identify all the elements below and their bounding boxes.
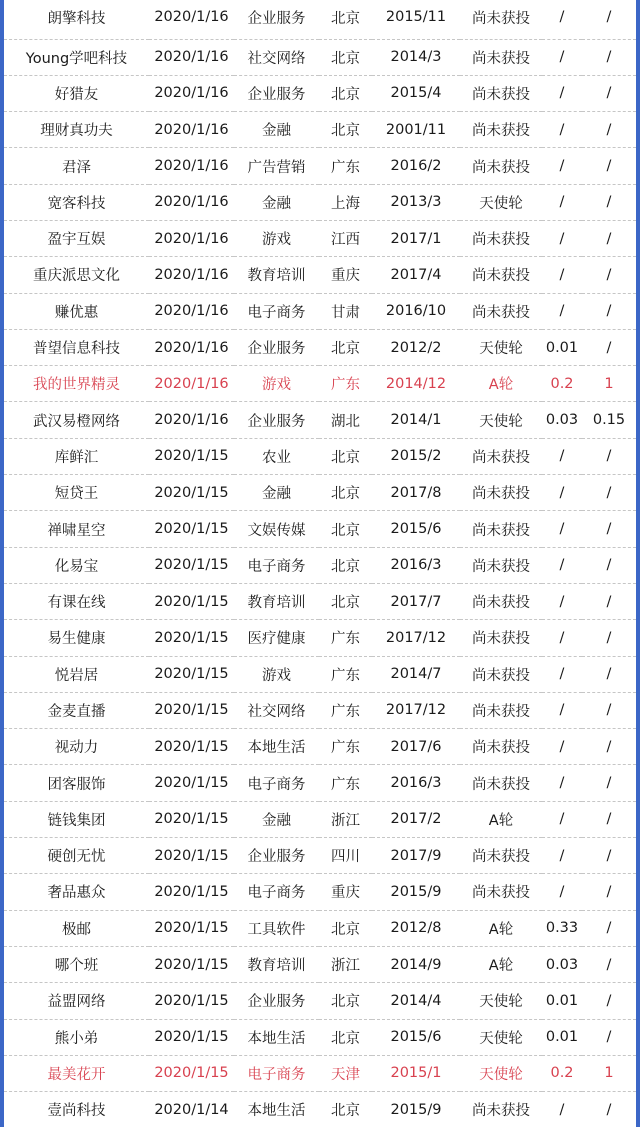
cell-industry: 企业服务 bbox=[247, 849, 306, 866]
cell-record-date: 2020/1/15 bbox=[154, 702, 229, 719]
cell-funding-round: 尚未获投 bbox=[472, 304, 530, 321]
cell-founded: 2016/3 bbox=[390, 775, 442, 792]
cell-valuation: / bbox=[606, 339, 612, 356]
cell-funding-round: 尚未获投 bbox=[472, 123, 530, 140]
cell-industry: 电子商务 bbox=[247, 558, 306, 575]
cell-valuation: / bbox=[606, 593, 612, 610]
cell-record-date: 2020/1/15 bbox=[154, 484, 229, 501]
cell-valuation: 0.15 bbox=[592, 412, 626, 429]
cell-funding-round: 尚未获投 bbox=[472, 667, 530, 684]
cell-funding-round: 尚未获投 bbox=[472, 486, 530, 503]
cell-company-name: 好猎友 bbox=[54, 86, 99, 103]
cell-amount: / bbox=[559, 85, 565, 102]
cell-founded: 2014/9 bbox=[390, 956, 442, 973]
cell-region: 浙江 bbox=[331, 812, 360, 829]
cell-record-date: 2020/1/16 bbox=[154, 266, 229, 283]
cell-funding-round: 天使轮 bbox=[479, 994, 523, 1011]
cell-industry: 教育培训 bbox=[247, 595, 306, 612]
cell-founded: 2001/11 bbox=[385, 121, 447, 138]
cell-valuation: / bbox=[606, 448, 612, 465]
cell-amount: / bbox=[559, 738, 565, 755]
cell-funding-round: 尚未获投 bbox=[472, 232, 530, 249]
cell-amount: / bbox=[559, 629, 565, 646]
cell-company-name: 有课在线 bbox=[47, 595, 106, 612]
cell-company-name: 君泽 bbox=[62, 159, 91, 176]
cell-record-date: 2020/1/16 bbox=[154, 303, 229, 320]
table-row bbox=[4, 75, 636, 111]
cell-founded: 2016/2 bbox=[390, 158, 442, 175]
cell-valuation: / bbox=[606, 956, 612, 973]
cell-funding-round: 天使轮 bbox=[479, 1066, 523, 1083]
cell-valuation: / bbox=[606, 194, 612, 211]
cell-industry: 电子商务 bbox=[247, 1066, 306, 1083]
cell-founded: 2016/10 bbox=[385, 303, 447, 320]
cell-industry: 金融 bbox=[262, 812, 291, 829]
cell-region: 广东 bbox=[331, 740, 360, 757]
cell-industry: 企业服务 bbox=[247, 341, 306, 358]
cell-record-date: 2020/1/15 bbox=[154, 448, 229, 465]
cell-region: 北京 bbox=[331, 921, 360, 938]
cell-amount: 0.01 bbox=[545, 992, 579, 1009]
table-row bbox=[4, 656, 636, 692]
cell-region: 北京 bbox=[331, 86, 360, 103]
cell-founded: 2014/12 bbox=[385, 375, 447, 392]
cell-valuation: / bbox=[606, 49, 612, 66]
cell-amount: 0.33 bbox=[545, 920, 579, 937]
cell-record-date: 2020/1/15 bbox=[154, 1029, 229, 1046]
cell-company-name: 朗擎科技 bbox=[47, 10, 106, 27]
cell-industry: 企业服务 bbox=[247, 86, 306, 103]
cell-funding-round: 尚未获投 bbox=[472, 1103, 530, 1120]
cell-industry: 金融 bbox=[262, 195, 291, 212]
cell-company-name: Young学吧科技 bbox=[25, 50, 128, 67]
table-row bbox=[4, 692, 636, 728]
cell-industry: 本地生活 bbox=[247, 1103, 306, 1120]
cell-funding-round: 尚未获投 bbox=[472, 50, 530, 67]
table-row bbox=[4, 1092, 636, 1127]
cell-founded: 2015/2 bbox=[390, 448, 442, 465]
cell-founded: 2017/2 bbox=[390, 811, 442, 828]
cell-industry: 教育培训 bbox=[247, 268, 306, 285]
cell-funding-round: A轮 bbox=[488, 958, 514, 975]
cell-industry: 游戏 bbox=[262, 377, 291, 394]
cell-record-date: 2020/1/15 bbox=[154, 811, 229, 828]
cell-record-date: 2020/1/16 bbox=[154, 412, 229, 429]
table-row bbox=[4, 983, 636, 1019]
cell-company-name: 益盟网络 bbox=[47, 994, 106, 1011]
cell-company-name: 视动力 bbox=[54, 740, 99, 757]
cell-amount: / bbox=[559, 303, 565, 320]
cell-valuation: / bbox=[606, 775, 612, 792]
cell-region: 浙江 bbox=[331, 958, 360, 975]
table-body bbox=[4, 0, 636, 1127]
cell-record-date: 2020/1/15 bbox=[154, 847, 229, 864]
cell-amount: 0.03 bbox=[545, 956, 579, 973]
cell-founded: 2012/2 bbox=[390, 339, 442, 356]
cell-industry: 广告营销 bbox=[247, 159, 306, 176]
cell-region: 广东 bbox=[331, 776, 360, 793]
cell-record-date: 2020/1/16 bbox=[154, 339, 229, 356]
cell-founded: 2017/1 bbox=[390, 230, 442, 247]
cell-industry: 农业 bbox=[262, 449, 291, 466]
cell-founded: 2015/1 bbox=[390, 1065, 442, 1082]
cell-record-date: 2020/1/15 bbox=[154, 738, 229, 755]
cell-funding-round: 尚未获投 bbox=[472, 595, 530, 612]
cell-record-date: 2020/1/16 bbox=[154, 9, 229, 26]
cell-region: 北京 bbox=[331, 486, 360, 503]
cell-industry: 教育培训 bbox=[247, 958, 306, 975]
cell-valuation: / bbox=[606, 521, 612, 537]
cell-valuation: / bbox=[606, 883, 612, 900]
cell-region: 北京 bbox=[331, 449, 360, 466]
cell-valuation: 1 bbox=[604, 375, 614, 392]
cell-amount: / bbox=[559, 194, 565, 211]
table-row bbox=[4, 184, 636, 220]
cell-industry: 游戏 bbox=[262, 232, 291, 249]
cell-record-date: 2020/1/15 bbox=[154, 920, 229, 937]
cell-company-name: 我的世界精灵 bbox=[33, 377, 120, 394]
cell-funding-round: 尚未获投 bbox=[472, 740, 530, 757]
cell-amount: / bbox=[559, 702, 565, 719]
cell-amount: 0.2 bbox=[550, 1065, 574, 1082]
cell-valuation: / bbox=[606, 738, 612, 755]
cell-record-date: 2020/1/15 bbox=[154, 593, 229, 610]
cell-funding-round: 尚未获投 bbox=[472, 849, 530, 866]
cell-record-date: 2020/1/15 bbox=[154, 666, 229, 683]
cell-region: 广东 bbox=[331, 377, 360, 394]
cell-company-name: 硬创无忧 bbox=[47, 849, 106, 866]
cell-company-name: 最美花开 bbox=[47, 1066, 106, 1083]
cell-company-name: 链钱集团 bbox=[47, 812, 106, 829]
cell-region: 上海 bbox=[331, 195, 360, 212]
cell-industry: 本地生活 bbox=[247, 740, 306, 757]
cell-company-name: 奢品惠众 bbox=[47, 885, 106, 902]
cell-funding-round: 尚未获投 bbox=[472, 10, 530, 27]
cell-funding-round: 尚未获投 bbox=[472, 776, 530, 793]
cell-company-name: 库鲜汇 bbox=[54, 449, 99, 466]
cell-industry: 企业服务 bbox=[247, 413, 306, 430]
cell-funding-round: 尚未获投 bbox=[472, 159, 530, 176]
cell-company-name: 禅啸星空 bbox=[47, 522, 106, 539]
cell-region: 天津 bbox=[331, 1066, 360, 1083]
cell-company-name: 武汉易橙网络 bbox=[33, 413, 120, 430]
cell-founded: 2016/3 bbox=[390, 557, 442, 574]
cell-founded: 2017/12 bbox=[385, 702, 447, 719]
cell-record-date: 2020/1/15 bbox=[154, 775, 229, 792]
table-row bbox=[4, 366, 636, 402]
cell-valuation: / bbox=[606, 9, 612, 26]
cell-valuation: / bbox=[606, 1101, 612, 1118]
cell-record-date: 2020/1/16 bbox=[154, 194, 229, 211]
table-row bbox=[4, 838, 636, 874]
cell-amount: / bbox=[559, 230, 565, 247]
cell-founded: 2014/3 bbox=[390, 49, 442, 66]
cell-funding-round: 尚未获投 bbox=[472, 522, 530, 539]
cell-valuation: / bbox=[606, 158, 612, 175]
cell-funding-round: 天使轮 bbox=[479, 1030, 523, 1047]
cell-industry: 金融 bbox=[262, 486, 291, 503]
cell-industry: 本地生活 bbox=[247, 1030, 306, 1047]
cell-region: 江西 bbox=[331, 232, 360, 249]
cell-record-date: 2020/1/14 bbox=[154, 1101, 229, 1118]
cell-company-name: 金麦直播 bbox=[47, 703, 106, 720]
table-row bbox=[4, 39, 636, 75]
cell-amount: / bbox=[559, 775, 565, 792]
cell-region: 北京 bbox=[331, 123, 360, 140]
cell-industry: 社交网络 bbox=[247, 703, 306, 720]
cell-founded: 2014/1 bbox=[390, 412, 442, 429]
cell-valuation: / bbox=[606, 484, 612, 501]
cell-valuation: / bbox=[606, 266, 612, 283]
cell-company-name: 易生健康 bbox=[47, 631, 106, 648]
cell-region: 北京 bbox=[331, 1030, 360, 1047]
cell-funding-round: 天使轮 bbox=[479, 195, 523, 212]
cell-funding-round: 天使轮 bbox=[479, 341, 523, 358]
cell-funding-round: A轮 bbox=[488, 812, 514, 829]
table-row bbox=[4, 874, 636, 910]
cell-valuation: / bbox=[606, 992, 612, 1009]
cell-record-date: 2020/1/16 bbox=[154, 230, 229, 247]
cell-company-name: 普望信息科技 bbox=[33, 341, 120, 358]
cell-company-name: 赚优惠 bbox=[54, 304, 99, 321]
cell-company-name: 悦岩居 bbox=[54, 667, 99, 684]
cell-region: 北京 bbox=[331, 522, 360, 539]
cell-valuation: / bbox=[606, 557, 612, 574]
cell-amount: / bbox=[559, 158, 565, 175]
cell-valuation: / bbox=[606, 121, 612, 138]
cell-funding-round: A轮 bbox=[488, 921, 514, 938]
cell-amount: / bbox=[559, 521, 565, 537]
cell-founded: 2017/4 bbox=[390, 266, 442, 283]
cell-record-date: 2020/1/15 bbox=[154, 557, 229, 574]
cell-record-date: 2020/1/15 bbox=[154, 1065, 229, 1082]
cell-amount: / bbox=[559, 557, 565, 574]
cell-industry: 医疗健康 bbox=[247, 631, 306, 648]
cell-record-date: 2020/1/15 bbox=[154, 992, 229, 1009]
cell-region: 北京 bbox=[331, 595, 360, 612]
table-row bbox=[4, 112, 636, 148]
table-row bbox=[4, 257, 636, 293]
cell-record-date: 2020/1/16 bbox=[154, 49, 229, 66]
cell-industry: 社交网络 bbox=[247, 50, 306, 67]
cell-record-date: 2020/1/15 bbox=[154, 956, 229, 973]
cell-amount: 0.2 bbox=[550, 375, 574, 392]
cell-company-name: 团客服饰 bbox=[47, 776, 106, 793]
cell-amount: / bbox=[559, 448, 565, 465]
cell-valuation: / bbox=[606, 629, 612, 646]
cell-record-date: 2020/1/15 bbox=[154, 629, 229, 646]
cell-funding-round: 天使轮 bbox=[479, 413, 523, 430]
cell-record-date: 2020/1/15 bbox=[154, 883, 229, 900]
cell-company-name: 盈宇互娱 bbox=[47, 232, 106, 249]
cell-company-name: 短贷王 bbox=[54, 486, 99, 503]
cell-region: 广东 bbox=[331, 703, 360, 720]
cell-company-name: 极邮 bbox=[62, 921, 91, 938]
cell-amount: / bbox=[559, 9, 565, 26]
table-row bbox=[4, 946, 636, 982]
cell-company-name: 化易宝 bbox=[54, 558, 99, 575]
cell-funding-round: 尚未获投 bbox=[472, 703, 530, 720]
cell-amount: / bbox=[559, 49, 565, 66]
cell-industry: 工具软件 bbox=[247, 921, 306, 938]
cell-amount: / bbox=[559, 266, 565, 283]
cell-region: 湖北 bbox=[331, 413, 360, 430]
cell-record-date: 2020/1/16 bbox=[154, 375, 229, 392]
cell-valuation: / bbox=[606, 666, 612, 683]
cell-region: 四川 bbox=[331, 849, 360, 866]
table-row bbox=[4, 293, 636, 329]
cell-company-name: 理财真功夫 bbox=[40, 123, 113, 140]
cell-region: 重庆 bbox=[331, 885, 360, 902]
cell-region: 北京 bbox=[331, 10, 360, 27]
cell-company-name: 熊小弟 bbox=[54, 1030, 99, 1047]
cell-record-date: 2020/1/16 bbox=[154, 158, 229, 175]
table-row bbox=[4, 620, 636, 656]
table-row bbox=[4, 329, 636, 365]
cell-amount: 0.03 bbox=[545, 412, 579, 429]
cell-amount: / bbox=[559, 484, 565, 501]
cell-record-date: 2020/1/16 bbox=[154, 121, 229, 138]
cell-industry: 企业服务 bbox=[247, 994, 306, 1011]
cell-region: 广东 bbox=[331, 159, 360, 176]
table-row bbox=[4, 511, 636, 547]
table-row bbox=[4, 0, 636, 39]
cell-region: 北京 bbox=[331, 341, 360, 358]
cell-valuation: 1 bbox=[604, 1065, 614, 1082]
table-row bbox=[4, 438, 636, 474]
cell-amount: / bbox=[559, 593, 565, 610]
cell-funding-round: 尚未获投 bbox=[472, 449, 530, 466]
cell-funding-round: 尚未获投 bbox=[472, 885, 530, 902]
table-frame bbox=[4, 0, 636, 1127]
cell-amount: 0.01 bbox=[545, 1029, 579, 1046]
cell-region: 北京 bbox=[331, 50, 360, 67]
cell-founded: 2014/7 bbox=[390, 666, 442, 683]
cell-region: 北京 bbox=[331, 994, 360, 1011]
cell-founded: 2017/8 bbox=[390, 484, 442, 501]
cell-founded: 2015/11 bbox=[385, 9, 447, 26]
cell-amount: 0.01 bbox=[545, 339, 579, 356]
cell-valuation: / bbox=[606, 847, 612, 864]
cell-industry: 文娱传媒 bbox=[247, 522, 306, 539]
table-row bbox=[4, 801, 636, 837]
table-row bbox=[4, 910, 636, 946]
cell-amount: / bbox=[559, 883, 565, 900]
cell-region: 北京 bbox=[331, 1103, 360, 1120]
cell-founded: 2015/9 bbox=[390, 1101, 442, 1118]
cell-region: 广东 bbox=[331, 667, 360, 684]
table-row bbox=[4, 1019, 636, 1055]
cell-company-name: 哪个班 bbox=[54, 958, 99, 975]
table-row bbox=[4, 1055, 636, 1091]
cell-industry: 电子商务 bbox=[247, 304, 306, 321]
cell-record-date: 2020/1/16 bbox=[154, 85, 229, 102]
cell-founded: 2015/6 bbox=[390, 1029, 442, 1046]
cell-founded: 2017/6 bbox=[390, 738, 442, 755]
cell-company-name: 壹尚科技 bbox=[47, 1103, 106, 1120]
cell-region: 甘肃 bbox=[331, 304, 360, 321]
table-row bbox=[4, 402, 636, 438]
cell-valuation: / bbox=[606, 1029, 612, 1046]
cell-funding-round: 尚未获投 bbox=[472, 268, 530, 285]
cell-industry: 金融 bbox=[262, 123, 291, 140]
cell-record-date: 2020/1/15 bbox=[154, 521, 229, 537]
cell-founded: 2014/4 bbox=[390, 992, 442, 1009]
cell-amount: / bbox=[559, 666, 565, 683]
cell-region: 北京 bbox=[331, 558, 360, 575]
cell-valuation: / bbox=[606, 230, 612, 247]
cell-company-name: 重庆派思文化 bbox=[33, 268, 120, 285]
cell-industry: 电子商务 bbox=[247, 885, 306, 902]
cell-industry: 电子商务 bbox=[247, 776, 306, 793]
cell-founded: 2015/9 bbox=[390, 883, 442, 900]
cell-industry: 企业服务 bbox=[247, 10, 306, 27]
funding-table bbox=[4, 0, 636, 1127]
table-row bbox=[4, 765, 636, 801]
cell-industry: 游戏 bbox=[262, 667, 291, 684]
cell-region: 重庆 bbox=[331, 268, 360, 285]
cell-funding-round: 尚未获投 bbox=[472, 558, 530, 575]
cell-region: 广东 bbox=[331, 631, 360, 648]
cell-valuation: / bbox=[606, 920, 612, 937]
cell-founded: 2017/12 bbox=[385, 629, 447, 646]
table-row bbox=[4, 148, 636, 184]
cell-valuation: / bbox=[606, 702, 612, 719]
table-row bbox=[4, 583, 636, 619]
cell-founded: 2017/7 bbox=[390, 593, 442, 610]
table-row bbox=[4, 729, 636, 765]
cell-valuation: / bbox=[606, 85, 612, 102]
cell-funding-round: A轮 bbox=[488, 377, 514, 394]
table-row bbox=[4, 475, 636, 511]
cell-amount: / bbox=[559, 811, 565, 828]
cell-amount: / bbox=[559, 847, 565, 864]
cell-funding-round: 尚未获投 bbox=[472, 631, 530, 648]
cell-funding-round: 尚未获投 bbox=[472, 86, 530, 103]
cell-valuation: / bbox=[606, 303, 612, 320]
cell-founded: 2012/8 bbox=[390, 920, 442, 937]
cell-valuation: / bbox=[606, 811, 612, 828]
cell-amount: / bbox=[559, 121, 565, 138]
cell-founded: 2015/4 bbox=[390, 85, 442, 102]
cell-company-name: 宽客科技 bbox=[47, 195, 106, 212]
table-row bbox=[4, 547, 636, 583]
cell-founded: 2013/3 bbox=[390, 194, 442, 211]
cell-amount: / bbox=[559, 1101, 565, 1118]
cell-founded: 2015/6 bbox=[390, 521, 442, 537]
cell-founded: 2017/9 bbox=[390, 847, 442, 864]
table-row bbox=[4, 220, 636, 256]
